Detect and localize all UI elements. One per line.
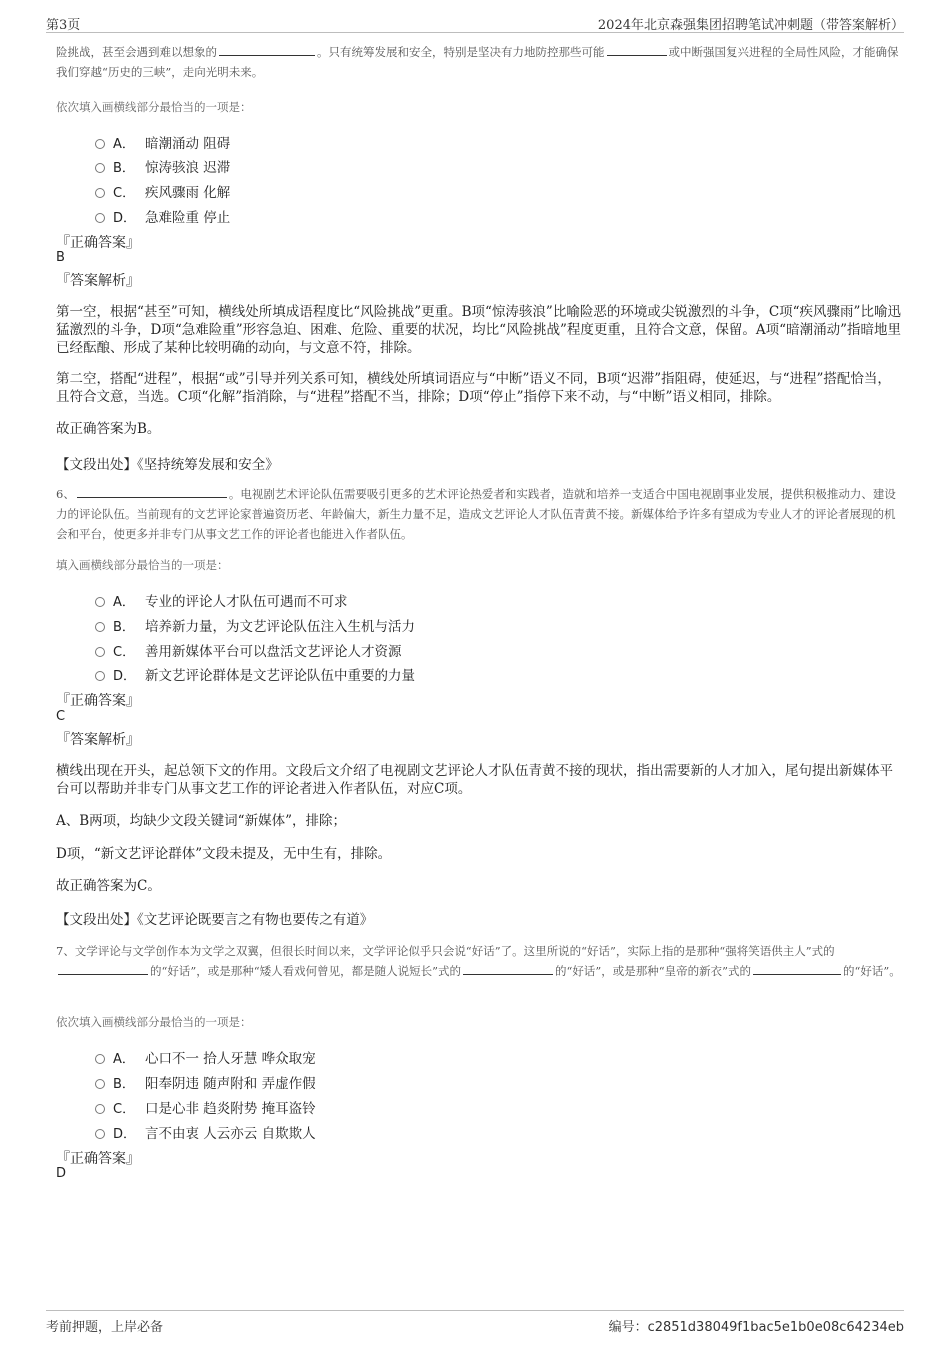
q5-prompt: 依次填入画横线部分最恰当的一项是： bbox=[56, 100, 252, 114]
option-letter: B． bbox=[113, 161, 135, 176]
q5-option-b[interactable] bbox=[95, 156, 230, 178]
analysis-label: 『答案解析』 bbox=[56, 273, 140, 289]
document-title: 2024年北京森强集团招聘笔试冲刺题（带答案解析） bbox=[597, 18, 904, 33]
radio-icon[interactable] bbox=[95, 647, 105, 657]
radio-icon[interactable] bbox=[95, 139, 105, 149]
q6-passage bbox=[56, 484, 902, 544]
q7-option-a[interactable] bbox=[95, 1047, 316, 1069]
q7-passage-part: 的“好话”。 bbox=[843, 964, 901, 978]
q5-passage-part: 或中断强国复兴进程的全局性风险，才能确保我们穿越“历史的三峡”，走向光明未来。 bbox=[56, 45, 899, 79]
option-letter: D． bbox=[113, 669, 137, 684]
option-text: 培养新力量，为文艺评论队伍注入生机与活力 bbox=[145, 619, 415, 635]
q5-source: 【文段出处】《坚持统筹发展和安全》 bbox=[56, 457, 279, 473]
radio-icon[interactable] bbox=[95, 1104, 105, 1114]
q6-option-d[interactable] bbox=[95, 664, 415, 686]
q5-explanation-1: 第一空，根据“甚至”可知，横线处所填成语程度比“风险挑战”更重。B项“惊涛骇浪”比喻险恶的环境或尖锐激烈的斗争，C项“疾风骤雨”比喻迅猛激烈的斗争，D项“急难险重”形容急迫、困难、危险、重要的状况，均比“风险挑战”程度更重，且符合文意，保留。A项“暗潮涌动”指暗地里已经酝酿、形成了某种比较明确的动向，与文意不符，排除。 bbox=[56, 304, 901, 356]
answer-blank bbox=[463, 962, 553, 975]
option-letter: A． bbox=[113, 595, 135, 610]
answer-blank bbox=[77, 485, 227, 498]
radio-icon[interactable] bbox=[95, 622, 105, 632]
answer-blank bbox=[607, 43, 667, 56]
option-text: 暗潮涌动 阻碍 bbox=[145, 136, 231, 152]
page-number: 第3页 bbox=[46, 18, 81, 33]
q6-explanation-2: A、B两项，均缺少文段关键词“新媒体”，排除； bbox=[56, 813, 346, 829]
option-letter: B． bbox=[113, 620, 135, 635]
correct-answer-label: 『正确答案』 bbox=[56, 235, 140, 251]
answer-blank bbox=[58, 962, 148, 975]
option-text: 专业的评论人才队伍可遇而不可求 bbox=[145, 594, 348, 610]
option-letter: C． bbox=[113, 645, 136, 660]
option-letter: C． bbox=[113, 1102, 136, 1117]
q6-option-b[interactable] bbox=[95, 615, 415, 637]
radio-icon[interactable] bbox=[95, 188, 105, 198]
option-text: 疾风骤雨 化解 bbox=[145, 185, 231, 201]
q7-option-d[interactable] bbox=[95, 1122, 316, 1144]
option-text: 善用新媒体平台可以盘活文艺评论人才资源 bbox=[145, 644, 402, 660]
radio-icon[interactable] bbox=[95, 1054, 105, 1064]
radio-icon[interactable] bbox=[95, 1129, 105, 1139]
q6-option-a[interactable] bbox=[95, 590, 348, 612]
option-text: 惊涛骇浪 迟滞 bbox=[145, 160, 231, 176]
option-text: 言不由衷 人云亦云 自欺欺人 bbox=[145, 1126, 316, 1142]
radio-icon[interactable] bbox=[95, 163, 105, 173]
q7-passage-part: 的“好话”，或是那种“皇帝的新衣”式的 bbox=[555, 964, 752, 978]
q7-option-b[interactable] bbox=[95, 1072, 316, 1094]
q6-passage-part: 。电视剧艺术评论队伍需要吸引更多的艺术评论热爱者和实践者，造就和培养一支适合中国电视剧事业发展，提供积极推动力、建设力的评论队伍。当前现有的文艺评论家普遍资历老、年龄偏大，新生力量不足，造成文艺评论人才队伍青黄不接。新媒体给予许多有望成为专业人才的评论者展现的机会和平台，使更多并非专门从事文艺工作的评论者也能进入作者队伍。 bbox=[56, 487, 896, 541]
radio-icon[interactable] bbox=[95, 671, 105, 681]
radio-icon[interactable] bbox=[95, 213, 105, 223]
q7-passage bbox=[56, 941, 902, 981]
option-letter: D． bbox=[113, 1127, 137, 1142]
q5-passage bbox=[56, 42, 902, 82]
option-text: 口是心非 趋炎附势 掩耳盗铃 bbox=[145, 1101, 316, 1117]
q5-explanation-3: 故正确答案为B。 bbox=[56, 421, 161, 437]
answer-blank bbox=[219, 43, 315, 56]
q7-option-c[interactable] bbox=[95, 1097, 316, 1119]
option-text: 急难险重 停止 bbox=[145, 210, 231, 226]
option-letter: B． bbox=[113, 1077, 135, 1092]
q5-option-d[interactable] bbox=[95, 206, 230, 228]
q6-explanation-1: 横线出现在开头，起总领下文的作用。文段后文介绍了电视剧文艺评论人才队伍青黄不接的现状，指出需要新的人才加入，尾句提出新媒体平台可以帮助并非专门从事文艺工作的评论者进入作者队伍，对应C项。 bbox=[56, 763, 893, 797]
option-text: 阳奉阴违 随声附和 弄虚作假 bbox=[145, 1076, 316, 1092]
footer-slogan: 考前押题，上岸必备 bbox=[46, 1320, 164, 1335]
correct-answer-label: 『正确答案』 bbox=[56, 1151, 140, 1167]
q5-passage-part: 险挑战，甚至会遇到难以想象的 bbox=[56, 45, 217, 59]
option-letter: D． bbox=[113, 211, 137, 226]
radio-icon[interactable] bbox=[95, 1079, 105, 1089]
option-text: 心口不一 拾人牙慧 哗众取宠 bbox=[145, 1051, 316, 1067]
page-header bbox=[46, 10, 904, 33]
q7-prompt: 依次填入画横线部分最恰当的一项是： bbox=[56, 1015, 252, 1029]
option-text: 新文艺评论群体是文艺评论队伍中重要的力量 bbox=[145, 668, 415, 684]
correct-answer: C bbox=[56, 709, 66, 724]
q5-passage-part: 。只有统筹发展和安全，特别是坚决有力地防控那些可能 bbox=[317, 45, 605, 59]
answer-blank bbox=[753, 962, 841, 975]
radio-icon[interactable] bbox=[95, 597, 105, 607]
analysis-label: 『答案解析』 bbox=[56, 732, 140, 748]
q6-source: 【文段出处】《文艺评论既要言之有物也要传之有道》 bbox=[56, 912, 374, 928]
correct-answer: D bbox=[56, 1166, 67, 1181]
option-letter: C． bbox=[113, 186, 136, 201]
q5-option-c[interactable] bbox=[95, 181, 230, 203]
q6-explanation-4: 故正确答案为C。 bbox=[56, 878, 161, 894]
correct-answer-label: 『正确答案』 bbox=[56, 693, 140, 709]
q5-option-a[interactable] bbox=[95, 132, 230, 154]
q5-explanation-2: 第二空，搭配“进程”，根据“或”引导并列关系可知，横线处所填词语应与“中断”语义不同，B项“迟滞”指阻碍，使延迟，与“进程”搭配恰当，且符合文意，当选。C项“化解”指消除，与“进程”搭配不当，排除；D项“停止”指停下来不动，与“中断”语义相同，排除。 bbox=[56, 371, 891, 405]
correct-answer: B bbox=[56, 250, 65, 265]
question-number: 6、 bbox=[56, 487, 75, 501]
q6-prompt: 填入画横线部分最恰当的一项是： bbox=[56, 558, 229, 572]
document-id: 编号：c2851d38049f1bac5e1b0e08c64234eb bbox=[608, 1320, 904, 1335]
option-letter: A． bbox=[113, 137, 135, 152]
q6-option-c[interactable] bbox=[95, 640, 402, 662]
q7-passage-part: 7、文学评论与文学创作本为文学之双翼，但很长时间以来，文学评论似乎只会说“好话”了。这里所说的“好话”，实际上指的是那种“强将笑语供主人”式的 bbox=[56, 944, 835, 958]
page-footer bbox=[46, 1310, 904, 1339]
option-letter: A． bbox=[113, 1052, 135, 1067]
q7-passage-part: 的“好话”，或是那种“矮人看戏何曾见，都是随人说短长”式的 bbox=[150, 964, 462, 978]
q6-explanation-3: D项，“新文艺评论群体”文段未提及，无中生有，排除。 bbox=[56, 846, 392, 862]
